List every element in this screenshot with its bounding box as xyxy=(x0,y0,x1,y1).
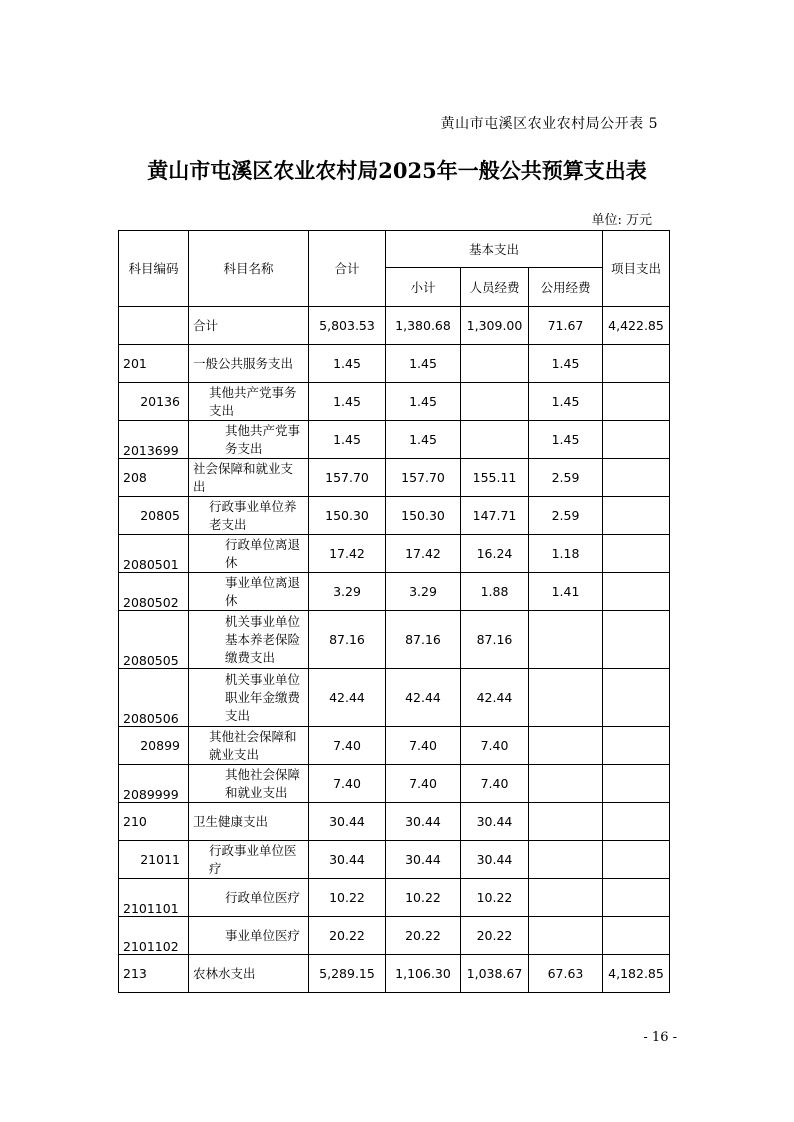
cell-project xyxy=(603,917,670,955)
cell-code xyxy=(119,307,189,345)
cell-public xyxy=(529,669,603,727)
table-row xyxy=(119,459,670,497)
col-header-public: 公用经费 xyxy=(529,268,603,307)
col-header-project: 项目支出 xyxy=(603,231,670,307)
table-row xyxy=(119,917,670,955)
page-number: - 16 - xyxy=(643,1030,677,1045)
cell-subtotal: 7.40 xyxy=(386,765,461,803)
cell-total: 1.45 xyxy=(309,345,386,383)
cell-personnel xyxy=(461,383,529,421)
cell-code: 213 xyxy=(119,955,189,993)
table-row xyxy=(119,345,670,383)
cell-subtotal: 150.30 xyxy=(386,497,461,535)
cell-project xyxy=(603,345,670,383)
cell-total: 5,289.15 xyxy=(309,955,386,993)
cell-name: 农林水支出 xyxy=(189,955,309,993)
cell-subtotal: 7.40 xyxy=(386,727,461,765)
cell-personnel: 87.16 xyxy=(461,611,529,669)
cell-personnel: 42.44 xyxy=(461,669,529,727)
cell-personnel: 1.88 xyxy=(461,573,529,611)
cell-public xyxy=(529,841,603,879)
cell-public xyxy=(529,917,603,955)
cell-project xyxy=(603,669,670,727)
cell-total: 1.45 xyxy=(309,383,386,421)
cell-total: 17.42 xyxy=(309,535,386,573)
cell-public: 2.59 xyxy=(529,459,603,497)
cell-name: 卫生健康支出 xyxy=(189,803,309,841)
cell-public xyxy=(529,765,603,803)
cell-name: 合计 xyxy=(189,307,309,345)
cell-total: 20.22 xyxy=(309,917,386,955)
table-row xyxy=(119,955,670,993)
cell-project xyxy=(603,459,670,497)
cell-public xyxy=(529,879,603,917)
cell-name: 其他社会保障和就业支出 xyxy=(189,765,309,803)
cell-subtotal: 157.70 xyxy=(386,459,461,497)
cell-project: 4,422.85 xyxy=(603,307,670,345)
cell-name: 社会保障和就业支出 xyxy=(189,459,309,497)
table-row xyxy=(119,803,670,841)
cell-total: 1.45 xyxy=(309,421,386,459)
col-header-total: 合计 xyxy=(309,231,386,307)
col-header-subtotal: 小计 xyxy=(386,268,461,307)
cell-name: 其他共产党事务支出 xyxy=(189,383,309,421)
cell-public xyxy=(529,803,603,841)
cell-subtotal: 1.45 xyxy=(386,345,461,383)
cell-code: 20899 xyxy=(119,727,189,765)
cell-total: 42.44 xyxy=(309,669,386,727)
table-row xyxy=(119,879,670,917)
col-header-personnel: 人员经费 xyxy=(461,268,529,307)
cell-subtotal: 20.22 xyxy=(386,917,461,955)
col-header-name: 科目名称 xyxy=(189,231,309,307)
cell-personnel: 16.24 xyxy=(461,535,529,573)
cell-name: 其他社会保障和就业支出 xyxy=(189,727,309,765)
cell-project xyxy=(603,383,670,421)
cell-public: 1.18 xyxy=(529,535,603,573)
cell-total: 157.70 xyxy=(309,459,386,497)
table-row xyxy=(119,383,670,421)
table-row xyxy=(119,421,670,459)
cell-project xyxy=(603,573,670,611)
budget-table xyxy=(118,230,670,993)
cell-subtotal: 17.42 xyxy=(386,535,461,573)
col-header-code: 科目编码 xyxy=(119,231,189,307)
cell-project xyxy=(603,765,670,803)
cell-personnel: 7.40 xyxy=(461,765,529,803)
cell-subtotal: 87.16 xyxy=(386,611,461,669)
cell-public: 2.59 xyxy=(529,497,603,535)
cell-project xyxy=(603,535,670,573)
table-body xyxy=(119,307,670,993)
cell-total: 3.29 xyxy=(309,573,386,611)
cell-code: 2080505 xyxy=(119,611,189,669)
cell-personnel: 1,038.67 xyxy=(461,955,529,993)
cell-project xyxy=(603,879,670,917)
table-row xyxy=(119,841,670,879)
cell-personnel xyxy=(461,345,529,383)
cell-personnel: 7.40 xyxy=(461,727,529,765)
cell-subtotal: 42.44 xyxy=(386,669,461,727)
col-header-basic: 基本支出 xyxy=(386,231,603,268)
cell-code: 201 xyxy=(119,345,189,383)
table-row xyxy=(119,611,670,669)
cell-personnel: 20.22 xyxy=(461,917,529,955)
cell-code: 21011 xyxy=(119,841,189,879)
cell-personnel: 30.44 xyxy=(461,803,529,841)
cell-personnel: 30.44 xyxy=(461,841,529,879)
cell-public: 1.45 xyxy=(529,421,603,459)
cell-public: 1.41 xyxy=(529,573,603,611)
cell-public: 1.45 xyxy=(529,383,603,421)
cell-project xyxy=(603,611,670,669)
table-row xyxy=(119,765,670,803)
header-note: 黄山市屯溪区农业农村局公开表 5 xyxy=(440,116,658,132)
cell-public xyxy=(529,727,603,765)
cell-name: 行政事业单位医疗 xyxy=(189,841,309,879)
table-row xyxy=(119,535,670,573)
cell-subtotal: 10.22 xyxy=(386,879,461,917)
cell-subtotal: 1.45 xyxy=(386,421,461,459)
cell-personnel: 155.11 xyxy=(461,459,529,497)
cell-personnel: 1,309.00 xyxy=(461,307,529,345)
table-row xyxy=(119,307,670,345)
cell-project xyxy=(603,727,670,765)
cell-code: 2101101 xyxy=(119,879,189,917)
cell-project xyxy=(603,803,670,841)
cell-name: 行政单位离退休 xyxy=(189,535,309,573)
cell-total: 7.40 xyxy=(309,727,386,765)
cell-total: 87.16 xyxy=(309,611,386,669)
cell-total: 7.40 xyxy=(309,765,386,803)
cell-subtotal: 30.44 xyxy=(386,841,461,879)
cell-code: 2089999 xyxy=(119,765,189,803)
cell-total: 150.30 xyxy=(309,497,386,535)
cell-project: 4,182.85 xyxy=(603,955,670,993)
page-title: 黄山市屯溪区农业农村局2025年一般公共预算支出表 xyxy=(147,158,647,183)
cell-project xyxy=(603,497,670,535)
cell-code: 2080501 xyxy=(119,535,189,573)
unit-label: 单位: 万元 xyxy=(591,213,652,228)
cell-code: 2080506 xyxy=(119,669,189,727)
cell-project xyxy=(603,421,670,459)
cell-name: 行政事业单位养老支出 xyxy=(189,497,309,535)
cell-project xyxy=(603,841,670,879)
cell-subtotal: 1,106.30 xyxy=(386,955,461,993)
cell-code: 2101102 xyxy=(119,917,189,955)
cell-public: 71.67 xyxy=(529,307,603,345)
cell-code: 20805 xyxy=(119,497,189,535)
cell-code: 2080502 xyxy=(119,573,189,611)
cell-name: 事业单位离退休 xyxy=(189,573,309,611)
cell-subtotal: 1.45 xyxy=(386,383,461,421)
cell-name: 机关事业单位职业年金缴费支出 xyxy=(189,669,309,727)
cell-name: 行政单位医疗 xyxy=(189,879,309,917)
cell-name: 其他共产党事务支出 xyxy=(189,421,309,459)
cell-total: 10.22 xyxy=(309,879,386,917)
cell-name: 一般公共服务支出 xyxy=(189,345,309,383)
cell-subtotal: 1,380.68 xyxy=(386,307,461,345)
cell-name: 事业单位医疗 xyxy=(189,917,309,955)
cell-personnel: 10.22 xyxy=(461,879,529,917)
cell-total: 30.44 xyxy=(309,803,386,841)
table-row xyxy=(119,497,670,535)
cell-total: 30.44 xyxy=(309,841,386,879)
cell-total: 5,803.53 xyxy=(309,307,386,345)
table-row xyxy=(119,727,670,765)
cell-personnel xyxy=(461,421,529,459)
cell-name: 机关事业单位基本养老保险缴费支出 xyxy=(189,611,309,669)
cell-public: 67.63 xyxy=(529,955,603,993)
cell-personnel: 147.71 xyxy=(461,497,529,535)
cell-public xyxy=(529,611,603,669)
table-row xyxy=(119,573,670,611)
cell-code: 210 xyxy=(119,803,189,841)
cell-subtotal: 3.29 xyxy=(386,573,461,611)
cell-public: 1.45 xyxy=(529,345,603,383)
table-row xyxy=(119,669,670,727)
cell-subtotal: 30.44 xyxy=(386,803,461,841)
cell-code: 2013699 xyxy=(119,421,189,459)
cell-code: 20136 xyxy=(119,383,189,421)
cell-code: 208 xyxy=(119,459,189,497)
